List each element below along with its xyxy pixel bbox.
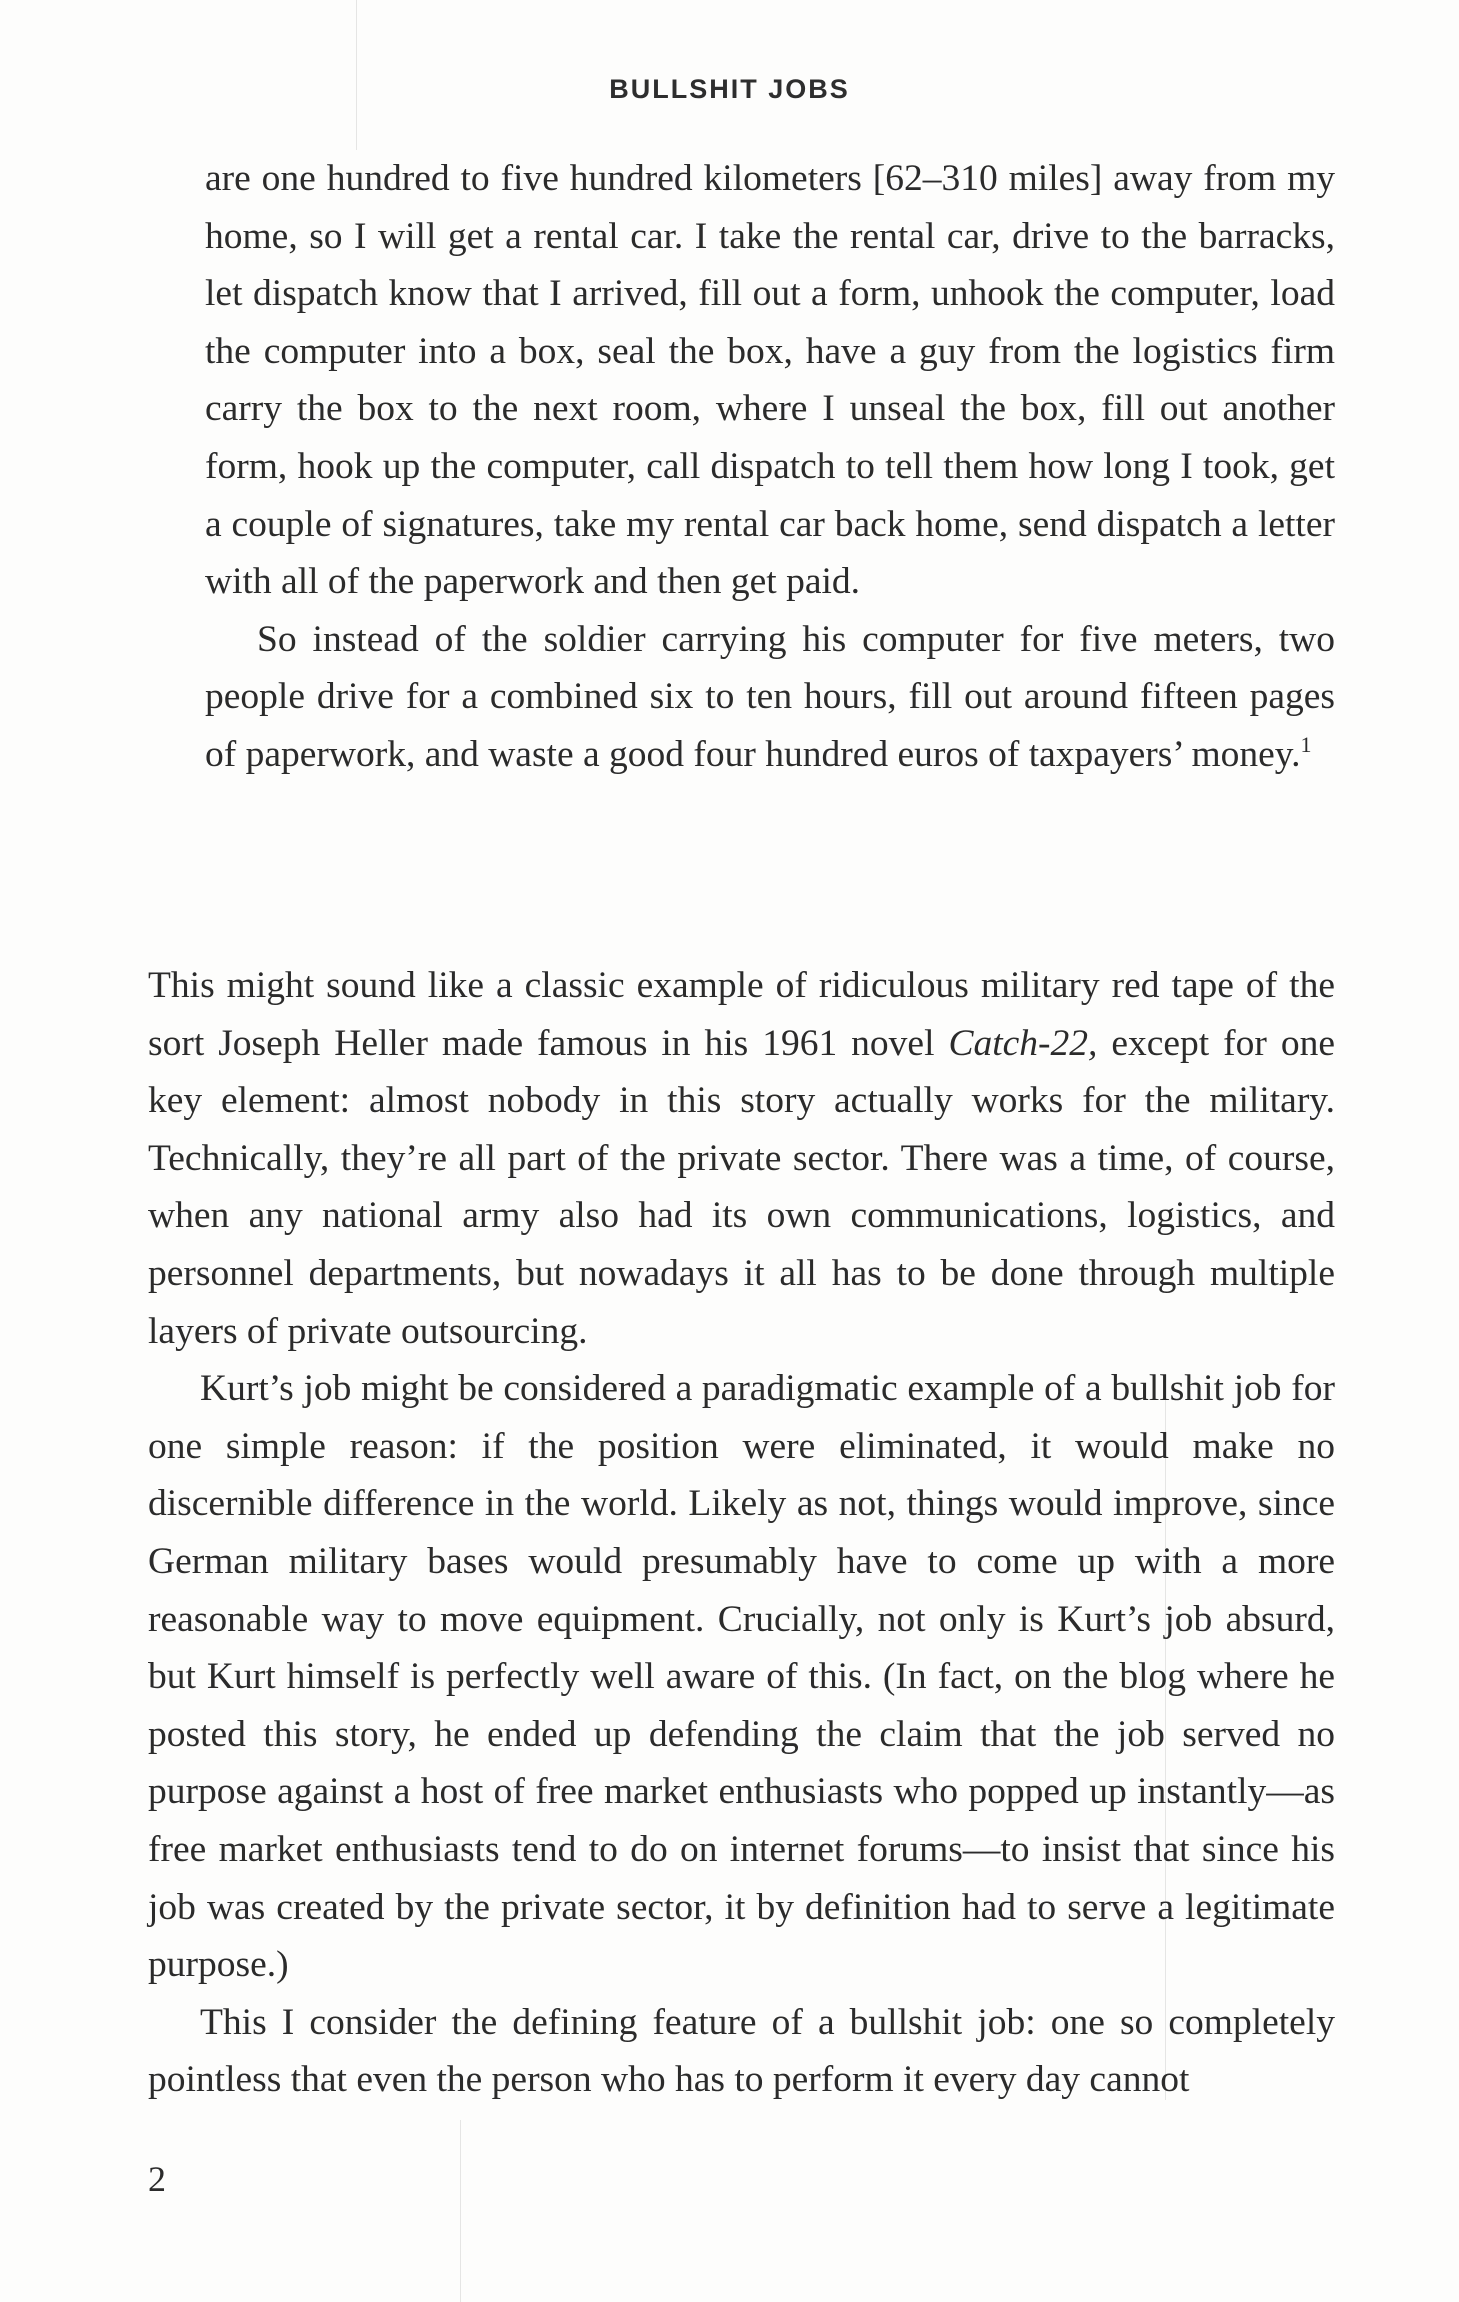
body-paragraph: This I consider the defining feature of a bullshit job: one so completely pointless that even the person who has to perform it every day cannot: [148, 2001, 1335, 2101]
running-head: BULLSHIT JOBS: [609, 74, 850, 104]
quote-paragraph: [205, 611, 1335, 784]
scan-artifact: [460, 2120, 461, 2302]
footnote-marker: 1: [1300, 731, 1312, 757]
quote-paragraph: are one hundred to five hundred kilometers [62–310 miles] away from my home, so I will get a rental car. I take the rental car, drive to the barracks, let dispatch know that I arrived, fill out a form, unhook the computer, load the computer into a box, seal the box, have a guy from the logistics firm carry the box to the next room, where I unseal the box, fill out another form, hook up the computer, call dispatch to tell them how long I took, get a couple of signatures, take my rental car back home, send dispatch a letter with all of the paperwork and then get paid.: [205, 158, 1335, 603]
book-title: Catch-22,: [948, 1022, 1098, 1064]
page-number: 2: [148, 2159, 166, 2199]
body-text: [148, 957, 1335, 2109]
body-text-segment: except for one key element: almost nobody in this story actually works for the military. Technically, they’re all part of the private sector. There was a time, of course, when any national army also had its own communications, logistics, and personnel departments, but nowadays it all has to be done through multiple layers of private outsourcing.: [148, 1022, 1335, 1352]
body-paragraph: [148, 957, 1335, 1360]
block-quote: [205, 150, 1335, 784]
body-paragraph: Kurt’s job might be considered a paradigmatic example of a bullshit job for one simple reason: if the position were eliminated, it would make no discernible difference in the world. Likely as not, things would improve, since German military bases would presumably have to come up with a more reasonable way to move equipment. Crucially, not only is Kurt’s job absurd, but Kurt himself is perfectly well aware of this. (In fact, on the blog where he posted this story, he ended up defending the claim that the job served no purpose against a host of free market enthusiasts who popped up instantly—as free market enthusiasts tend to do on internet forums—to insist that since his job was created by the private sector, it by definition had to serve a legitimate purpose.): [148, 1368, 1335, 1986]
body-text-segment: This might sound like a classic example of ridiculous military red tape of the sort Joseph Heller made famous in his 1961 novel: [148, 965, 1335, 1064]
quote-paragraph-text: So instead of the soldier carrying his computer for five meters, two people drive for a combined six to ten hours, fill out around fifteen pages of paperwork, and waste a good four hundred euros of taxpayers’ money.: [205, 618, 1335, 775]
